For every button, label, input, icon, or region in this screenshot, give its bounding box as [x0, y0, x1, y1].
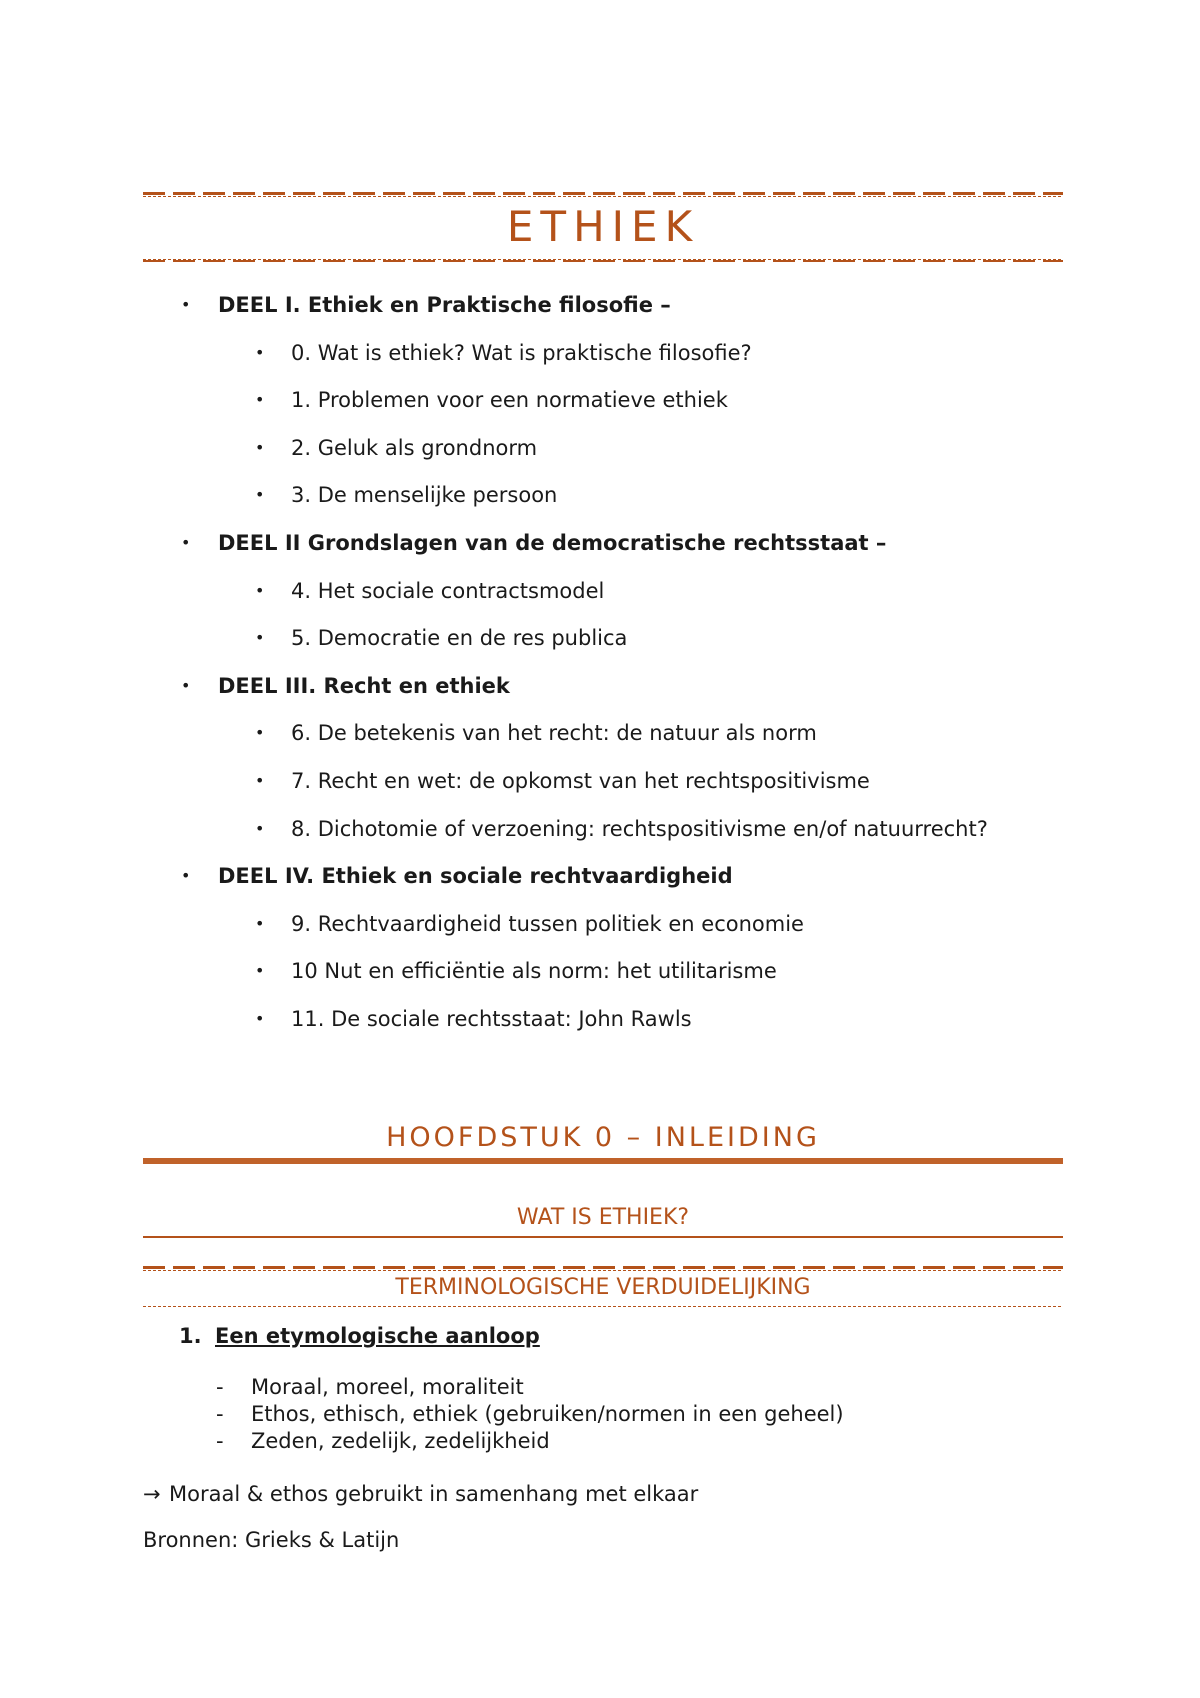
list-item: - Moraal, moreel, moraliteit [216, 1374, 844, 1401]
section-heading: WAT IS ETHIEK? [516, 1205, 690, 1230]
conclusion-line [143, 1477, 698, 1511]
document-title: ETHIEK [506, 202, 700, 251]
numbered-section-heading [179, 1318, 540, 1354]
outline-part: • DEEL III. Recht en ethiek [143, 667, 1063, 715]
chapter-heading-rule [143, 1158, 1063, 1164]
term-list [216, 1374, 844, 1455]
outline-chapter: • 3. De menselijke persoon [143, 476, 1063, 524]
chapter-heading: HOOFDSTUK 0 – INLEIDING [386, 1122, 820, 1153]
outline-part: • DEEL II Grondslagen van de democratische rechtsstaat – [143, 524, 1063, 572]
section-title: Een etymologische aanloop [215, 1324, 540, 1348]
list-item: - Ethos, ethisch, ethiek (gebruiken/normen in een geheel) [216, 1401, 844, 1428]
subsection-rule-bottom [143, 1306, 1063, 1307]
section-heading-rule [143, 1236, 1063, 1238]
conclusion-text: Moraal & ethos gebruikt in samenhang met elkaar [169, 1482, 699, 1506]
outline-chapter: • 5. Democratie en de res publica [143, 619, 1063, 667]
outline-chapter: • 7. Recht en wet: de opkomst van het rechtspositivisme [143, 762, 1063, 810]
outline-part: • DEEL IV. Ethiek en sociale rechtvaardigheid [143, 857, 1063, 905]
outline-chapter: • 11. De sociale rechtsstaat: John Rawls [143, 1000, 1063, 1048]
outline-chapter: • 10 Nut en efficiëntie als norm: het utilitarisme [143, 952, 1063, 1000]
arrow-right-icon: → [143, 1482, 161, 1506]
outline-chapter: • 2. Geluk als grondnorm [143, 429, 1063, 477]
outline-chapter: • 8. Dichotomie of verzoening: rechtspositivisme en/of natuurrecht? [143, 810, 1063, 858]
table-of-contents [143, 286, 1063, 1048]
outline-chapter: • 1. Problemen voor een normatieve ethiek [143, 381, 1063, 429]
sources-line: Bronnen: Grieks & Latijn [143, 1528, 400, 1552]
list-item: - Zeden, zedelijk, zedelijkheid [216, 1428, 844, 1455]
subsection-heading: TERMINOLOGISCHE VERDUIDELIJKING [395, 1275, 811, 1300]
outline-chapter: • 0. Wat is ethiek? Wat is praktische filosofie? [143, 334, 1063, 382]
outline-part: • DEEL I. Ethiek en Praktische filosofie – [143, 286, 1063, 334]
section-number: 1. [179, 1324, 202, 1348]
title-rule-bottom [143, 259, 1063, 262]
outline-chapter: • 6. De betekenis van het recht: de natuur als norm [143, 714, 1063, 762]
outline-chapter: • 4. Het sociale contractsmodel [143, 572, 1063, 620]
outline-chapter: • 9. Rechtvaardigheid tussen politiek en economie [143, 905, 1063, 953]
